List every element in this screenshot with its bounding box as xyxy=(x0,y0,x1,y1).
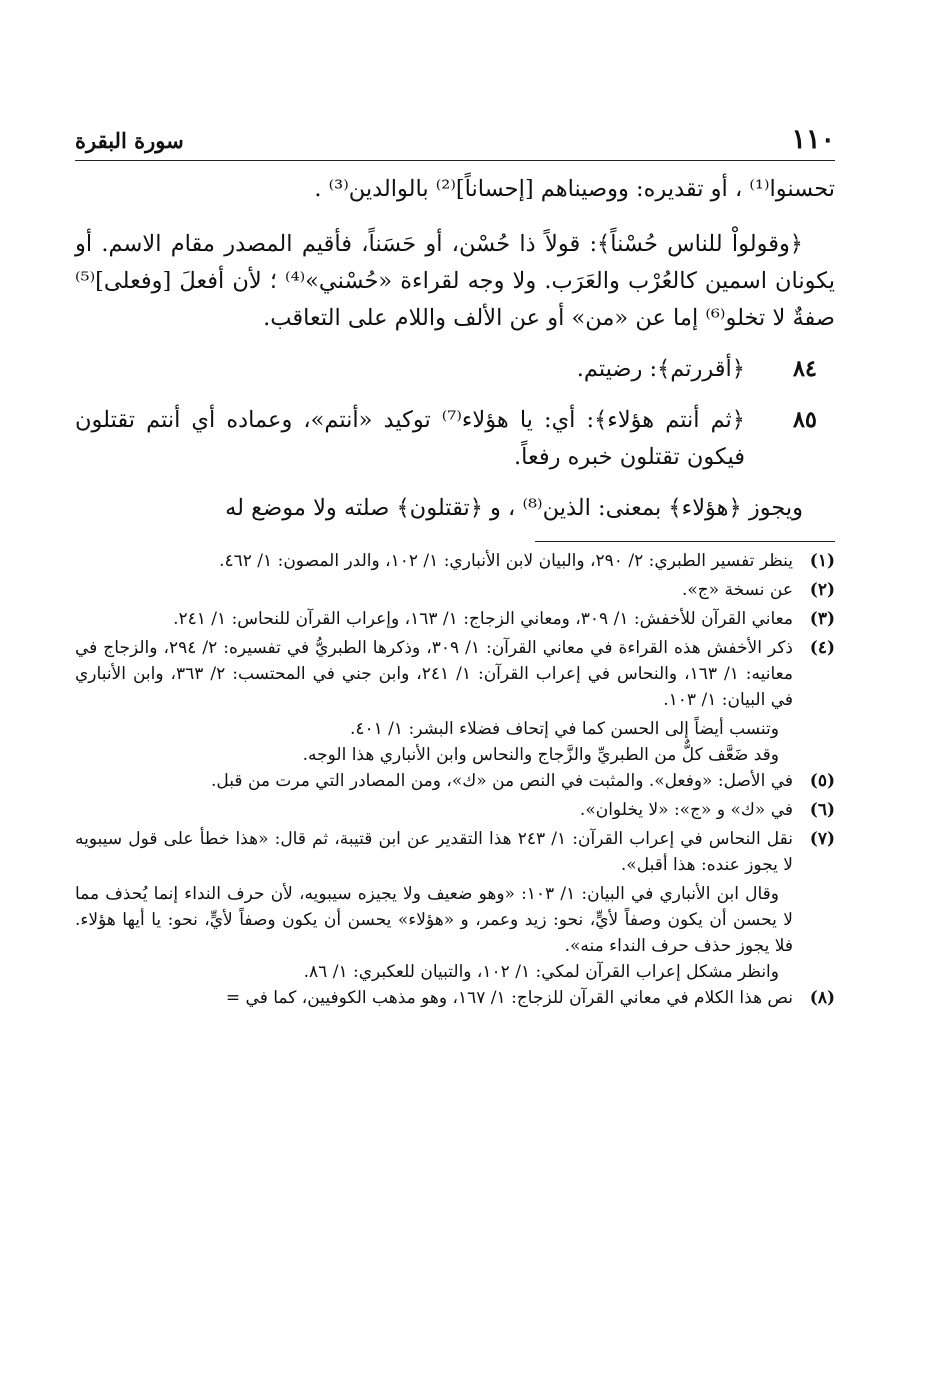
main-text xyxy=(75,171,835,527)
verse-84 xyxy=(75,351,835,388)
footnote-continuation: وقال ابن الأنباري في البيان: ١/ ١٠٣: «وهو ضعيف ولا يجيزه سيبويه، لأن حرف النداء إنما يُحذف مما لا يحسن أن يكون وصفاً لأيٍّ، نحو: زيد وعمر، و «هؤلاء» يحسن أن يكون وصفاً لأيٍّ، نحو: يا أيها هؤلاء. فلا يجوز حذف حرف النداء منه». xyxy=(75,884,793,956)
footnote-text: معاني القرآن للأخفش: ١/ ٣٠٩، ومعاني الزجاج: ١/ ١٦٣، وإعراب القرآن للنحاس: ١/ ٢٤١. xyxy=(173,609,793,629)
footnote-6 xyxy=(75,797,835,823)
footnote-5 xyxy=(75,768,835,794)
footnote-8 xyxy=(75,985,835,1011)
footnote-2 xyxy=(75,577,835,603)
footnote-number: (٨) xyxy=(809,988,835,1008)
footnote-separator xyxy=(535,541,835,542)
footnote-number: (٢) xyxy=(809,580,835,600)
footnote-text: نص هذا الكلام في معاني القرآن للزجاج: ١/ ١٦٧، وهو مذهب الكوفيين، كما في = xyxy=(225,988,793,1008)
footnote-4 xyxy=(75,635,835,713)
footnote-number: (٣) xyxy=(809,609,835,629)
footnote-text: عن نسخة «ج». xyxy=(681,580,793,600)
footnote-text: نقل النحاس في إعراب القرآن: ١/ ٢٤٣ هذا التقدير عن ابن قتيبة، ثم قال: «هذا خطأ على قول سيبويه لا يجوز عنده: هذا أقبل». xyxy=(75,829,793,875)
verse-commentary: ﴿أقررتم﴾: رضيتم. xyxy=(576,356,745,382)
verse-number: ٨٥ xyxy=(792,407,817,433)
page-header xyxy=(75,120,835,161)
book-page xyxy=(75,120,835,1014)
verse-85 xyxy=(75,402,835,476)
paragraph: تحسنوا⁽¹⁾ ، أو تقديره: ووصيناهم [إحساناً]⁽²⁾ بالوالدين⁽³⁾ . xyxy=(314,176,835,202)
paragraph: ﴿وقولواْ للناس حُسْناً﴾: قولاً ذا حُسْن، أو حَسَناً، فأقيم المصدر مقام الاسم. أو يكونان اسمين كالعُرْب والعَرَب. ولا وجه لقراءة «حُسْني»⁽⁴⁾ ؛ لأن أفعلَ [وفعلى]⁽⁵⁾ صفةٌ لا تخلو⁽⁶⁾ إما عن «من» أو عن الألف واللام على التعاقب. xyxy=(75,231,835,331)
footnote-continuation: وانظر مشكل إعراب القرآن لمكي: ١/ ١٠٢، والتبيان للعكبري: ١/ ٨٦. xyxy=(303,962,779,982)
footnote-continuation: وتنسب أيضاً إلى الحسن كما في إتحاف فضلاء البشر: ١/ ٤٠١. xyxy=(349,719,779,739)
footnote-number: (٧) xyxy=(809,829,835,849)
verse-number: ٨٤ xyxy=(792,356,817,382)
footnote-3 xyxy=(75,606,835,632)
footnote-1 xyxy=(75,548,835,574)
footnote-text: ذكر الأخفش هذه القراءة في معاني القرآن: ١/ ٣٠٩، وذكرها الطبريُّ في تفسيره: ٢/ ٢٩٤، والزجاج في معانيه: ١/ ١٦٣، والنحاس في إعراب القرآن: ١/ ٢٤١، وابن جني في المحتسب: ٢/ ٣٦٣، وابن الأنباري في البيان: ١/ ١٠٣. xyxy=(75,638,793,710)
verse-commentary: ﴿ثم أنتم هؤلاء﴾: أي: يا هؤلاء⁽⁷⁾ توكيد «أنتم»، وعماده أي أنتم تقتلون فيكون تقتلون خبره رفعاً. xyxy=(75,407,745,470)
footnote-text: في الأصل: «وفعل». والمثبت في النص من «ك»، ومن المصادر التي مرت من قبل. xyxy=(211,771,793,791)
footnote-number: (٦) xyxy=(809,800,835,820)
footnotes xyxy=(75,548,835,1011)
page-number: ١١٠ xyxy=(791,124,835,155)
footnote-number: (٤) xyxy=(809,638,835,658)
footnote-continuation: وقد ضَعَّف كلٌّ من الطبريِّ والزَّجاج والنحاس وابن الأنباري هذا الوجه. xyxy=(302,745,779,765)
running-title: سورة البقرة xyxy=(75,128,184,153)
footnote-text: في «ك» و «ج»: «لا يخلوان». xyxy=(579,800,793,820)
footnote-number: (٥) xyxy=(809,771,835,791)
paragraph: ويجوز ﴿هؤلاء﴾ بمعنى: الذين⁽⁸⁾ ، و ﴿تقتلون﴾ صلته ولا موضع له xyxy=(225,495,803,521)
footnote-7 xyxy=(75,826,835,878)
footnote-text: ينظر تفسير الطبري: ٢/ ٢٩٠، والبيان لابن الأنباري: ١/ ١٠٢، والدر المصون: ١/ ٤٦٢. xyxy=(219,551,793,571)
footnote-number: (١) xyxy=(809,551,835,571)
